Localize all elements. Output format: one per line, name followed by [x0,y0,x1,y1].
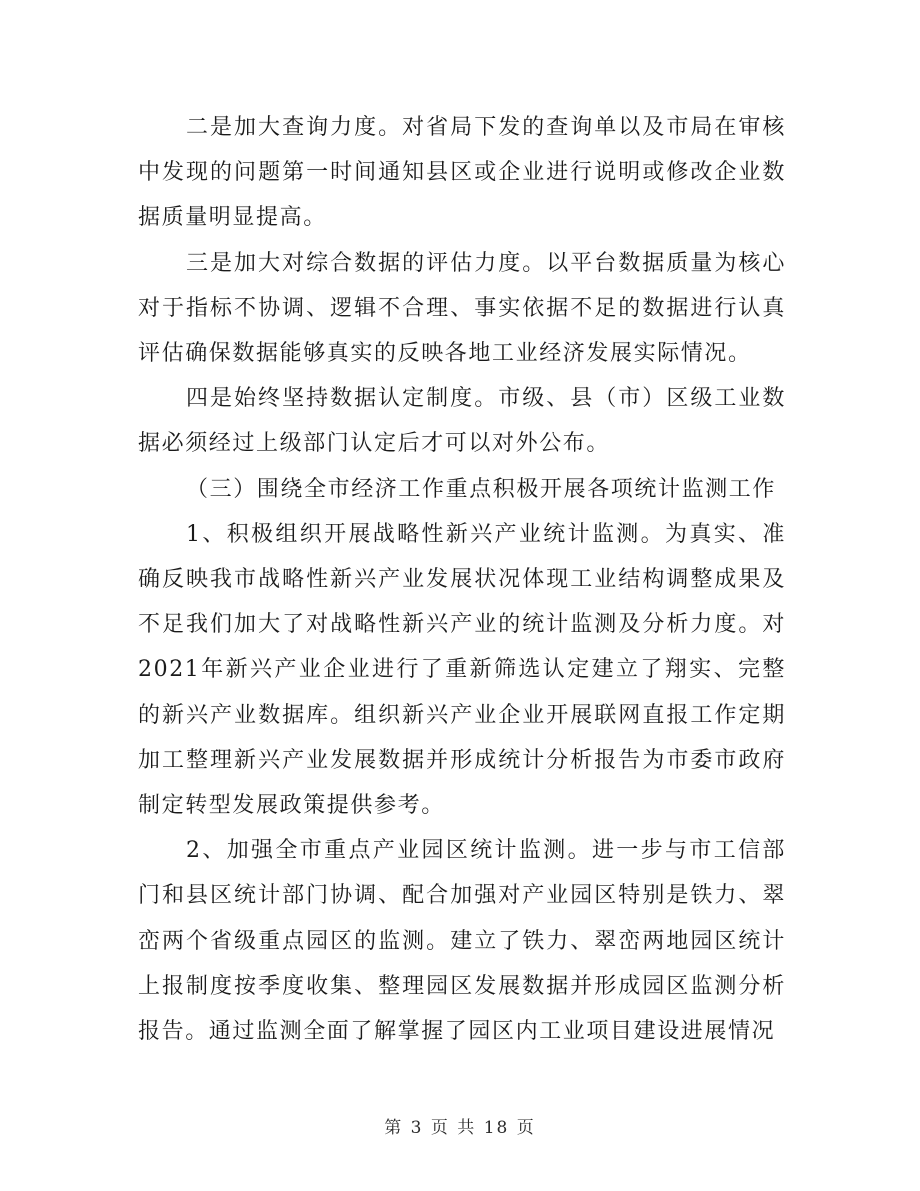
document-body [138,105,786,1054]
paragraph-data-evaluation: 三是加大对综合数据的评估力度。以平台数据质量为核心对于指标不协调、逻辑不合理、事实依据不足的数据进行认真评估确保数据能够真实的反映各地工业经济发展实际情况。 [138,250,786,367]
section-heading: （三）围绕全市经济工作重点积极开展各项统计监测工作 [186,476,777,502]
paragraph-industrial-parks: 2、加强全市重点产业园区统计监测。进一步与市工信部门和县区统计部门协调、配合加强对产业园区特别是铁力、翠峦两个省级重点园区的监测。建立了铁力、翠峦两地园区统计上报制度按季度收集、整理园区发展数据并形成园区监测分析报告。通过监测全面了解掌握了园区内工业项目建设进展情况 [138,838,786,1045]
paragraph-query-strength: 二是加大查询力度。对省局下发的查询单以及市局在审核中发现的问题第一时间通知县区或企业进行说明或修改企业数据质量明显提高。 [138,115,786,231]
paragraph-data-certification: 四是始终坚持数据认定制度。市级、县（市）区级工业数据必须经过上级部门认定后才可以对外公布。 [138,386,786,457]
page-number-footer: 第 3 页 共 18 页 [384,1118,536,1138]
paragraph-emerging-industry: 1、积极组织开展战略性新兴产业统计监测。为真实、准确反映我市战略性新兴产业发展状况体现工业结构调整成果及不足我们加大了对战略性新兴产业的统计监测及分析力度。对2021年新兴产业企业进行了重新筛选认定建立了翔实、完整的新兴产业数据库。组织新兴产业企业开展联网直报工作定期加工整理新兴产业发展数据并形成统计分析报告为市委市政府制定转型发展政策提供参考。 [138,521,786,819]
